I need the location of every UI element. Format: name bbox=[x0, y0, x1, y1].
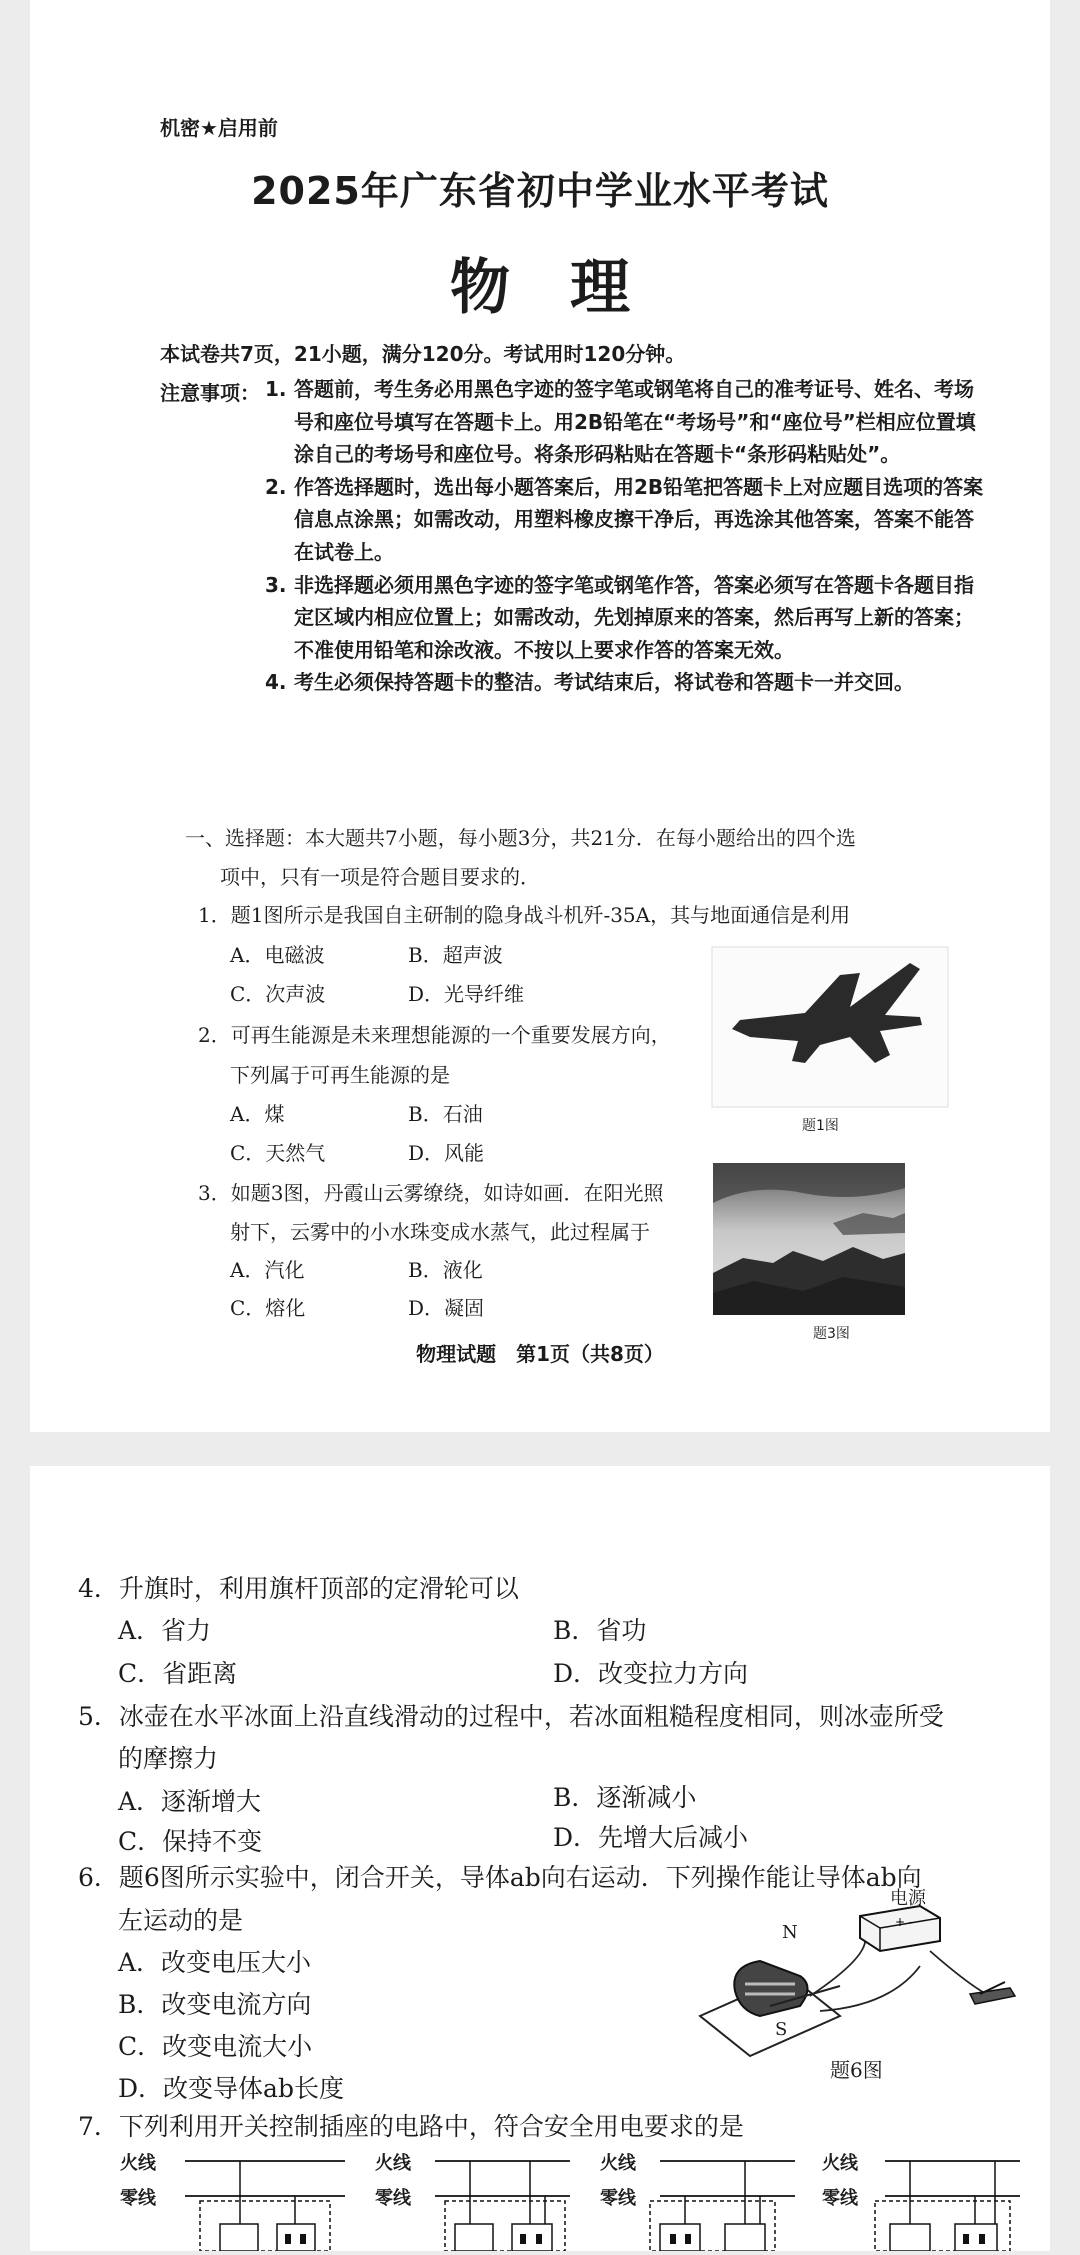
question-2-stem: 2．可再生能源是未来理想能源的一个重要发展方向， bbox=[198, 1023, 671, 1047]
note-item bbox=[265, 373, 985, 471]
figure-6-power-label: 电源 bbox=[890, 1888, 926, 1909]
page-footer: 物理试题 第1页（共8页） bbox=[416, 1342, 664, 1366]
question-1-option-d: D．光导纤维 bbox=[408, 982, 525, 1006]
note-number: 2. bbox=[265, 474, 287, 499]
circuit-diagram-d bbox=[855, 2146, 1025, 2251]
circuit-d-live-label: 火线 bbox=[822, 2153, 858, 2174]
figure-3-mountain-photo bbox=[713, 1163, 905, 1315]
question-4-option-b: B．省功 bbox=[553, 1616, 647, 1645]
figure-3-caption: 题3图 bbox=[813, 1326, 850, 1342]
figure-1-jet-fighter bbox=[710, 945, 950, 1115]
question-5-option-c: C．保持不变 bbox=[118, 1827, 263, 1856]
question-4-option-d: D．改变拉力方向 bbox=[553, 1659, 749, 1688]
note-text: 作答选择题时，选出每小题答案后，用2B铅笔把答题卡上对应题目选项的答案信息点涂黑；如需改动，用塑料橡皮擦干净后，再选涂其他答案，答案不能答在试卷上。 bbox=[294, 474, 984, 564]
question-2-stem-continued: 下列属于可再生能源的是 bbox=[230, 1063, 450, 1087]
note-item bbox=[265, 666, 985, 699]
circuit-c-neutral-label: 零线 bbox=[600, 2188, 636, 2209]
question-4-option-a: A．省力 bbox=[118, 1616, 212, 1645]
notes-title: 注意事项： bbox=[160, 381, 260, 405]
section-title: 一、选择题：本大题共7小题，每小题3分，共21分．在每小题给出的四个选 bbox=[185, 826, 856, 850]
question-2-option-c: C．天然气 bbox=[230, 1141, 326, 1165]
svg-text:+ -: + - bbox=[895, 1915, 914, 1929]
question-7-stem: 7．下列利用开关控制插座的电路中，符合安全用电要求的是 bbox=[78, 2112, 744, 2141]
question-3-stem: 3．如题3图，丹霞山云雾缭绕，如诗如画．在阳光照 bbox=[198, 1181, 664, 1205]
note-item bbox=[265, 471, 985, 569]
question-5-option-d: D．先增大后减小 bbox=[553, 1823, 749, 1852]
question-4-option-c: C．省距离 bbox=[118, 1659, 238, 1688]
question-6-option-c: C．改变电流大小 bbox=[118, 2032, 313, 2061]
exam-info: 本试卷共7页，21小题，满分120分。考试用时120分钟。 bbox=[160, 342, 686, 366]
question-3-option-c: C．熔化 bbox=[230, 1296, 306, 1320]
exam-title: 2025年广东省初中学业水平考试 bbox=[251, 169, 829, 213]
question-4-stem: 4．升旗时，利用旗杆顶部的定滑轮可以 bbox=[78, 1574, 519, 1603]
question-1-option-b: B．超声波 bbox=[408, 943, 503, 967]
note-text: 答题前，考生务必用黑色字迹的签字笔或钢笔将自己的准考证号、姓名、考场号和座位号填写在答题卡上。用2B铅笔在“考场号”和“座位号”栏相应位置填涂自己的考场号和座位号。将条形码粘贴在答题卡“条形码粘贴处”。 bbox=[294, 377, 976, 467]
question-2-option-b: B．石油 bbox=[408, 1102, 483, 1126]
note-item bbox=[265, 569, 985, 667]
question-1-option-c: C．次声波 bbox=[230, 982, 326, 1006]
figure-6-motor-experiment bbox=[690, 1896, 1030, 2066]
circuit-c-live-label: 火线 bbox=[600, 2153, 636, 2174]
section-title-continued: 项中，只有一项是符合题目要求的． bbox=[220, 865, 540, 889]
note-number: 1. bbox=[265, 377, 287, 401]
circuit-a-live-label: 火线 bbox=[120, 2153, 156, 2174]
question-6-option-d: D．改变导体ab长度 bbox=[118, 2074, 344, 2103]
circuit-b-neutral-label: 零线 bbox=[375, 2188, 411, 2209]
question-1-stem: 1．题1图所示是我国自主研制的隐身战斗机歼-35A，其与地面通信是利用 bbox=[198, 903, 851, 927]
question-6-option-b: B．改变电流方向 bbox=[118, 1990, 312, 2019]
notes-list bbox=[265, 373, 985, 699]
question-2-option-a: A．煤 bbox=[230, 1102, 285, 1126]
question-5-stem-continued: 的摩擦力 bbox=[118, 1744, 219, 1773]
note-text: 非选择题必须用黑色字迹的签字笔或钢笔作答，答案必须写在答题卡各题目指定区域内相应位置上；如需改动，先划掉原来的答案，然后再写上新的答案；不准使用铅笔和涂改液。不按以上要求作答的答案无效。 bbox=[294, 572, 974, 662]
question-5-option-b: B．逐渐减小 bbox=[553, 1783, 697, 1812]
figure-6-caption: 题6图 bbox=[830, 2058, 883, 2082]
circuit-diagram-c bbox=[635, 2146, 805, 2251]
circuit-a-neutral-label: 零线 bbox=[120, 2188, 156, 2209]
question-3-option-a: A．汽化 bbox=[230, 1258, 305, 1282]
question-5-stem: 5．冰壶在水平冰面上沿直线滑动的过程中，若冰面粗糙程度相同，则冰壶所受 bbox=[78, 1702, 944, 1731]
circuit-d-neutral-label: 零线 bbox=[822, 2188, 858, 2209]
question-3-option-b: B．液化 bbox=[408, 1258, 483, 1282]
question-2-option-d: D．风能 bbox=[408, 1141, 485, 1165]
figure-6-north-label: N bbox=[782, 1922, 798, 1943]
question-6-stem: 6．题6图所示实验中，闭合开关，导体ab向右运动．下列操作能让导体ab向 bbox=[78, 1863, 922, 1892]
confidential-label: 机密★启用前 bbox=[160, 116, 278, 140]
question-5-option-a: A．逐渐增大 bbox=[118, 1787, 262, 1816]
circuit-diagram-a bbox=[155, 2146, 355, 2251]
note-text: 考生必须保持答题卡的整洁。考试结束后，将试卷和答题卡一并交回。 bbox=[294, 670, 914, 695]
question-6-stem-continued: 左运动的是 bbox=[118, 1906, 244, 1935]
circuit-b-live-label: 火线 bbox=[375, 2153, 411, 2174]
question-6-option-a: A．改变电压大小 bbox=[118, 1948, 312, 1977]
circuit-diagram-b bbox=[410, 2146, 580, 2251]
question-1-option-a: A．电磁波 bbox=[230, 943, 325, 967]
exam-page-2 bbox=[30, 1466, 1050, 2251]
exam-page-1 bbox=[30, 0, 1050, 1432]
subject-title: 物理 bbox=[450, 253, 690, 323]
note-number: 3. bbox=[265, 572, 287, 597]
question-3-option-d: D．凝固 bbox=[408, 1296, 485, 1320]
figure-6-south-label: S bbox=[775, 2019, 788, 2040]
figure-1-caption: 题1图 bbox=[802, 1118, 839, 1134]
question-3-stem-continued: 射下，云雾中的小水珠变成水蒸气，此过程属于 bbox=[230, 1220, 650, 1244]
note-number: 4. bbox=[265, 670, 287, 695]
